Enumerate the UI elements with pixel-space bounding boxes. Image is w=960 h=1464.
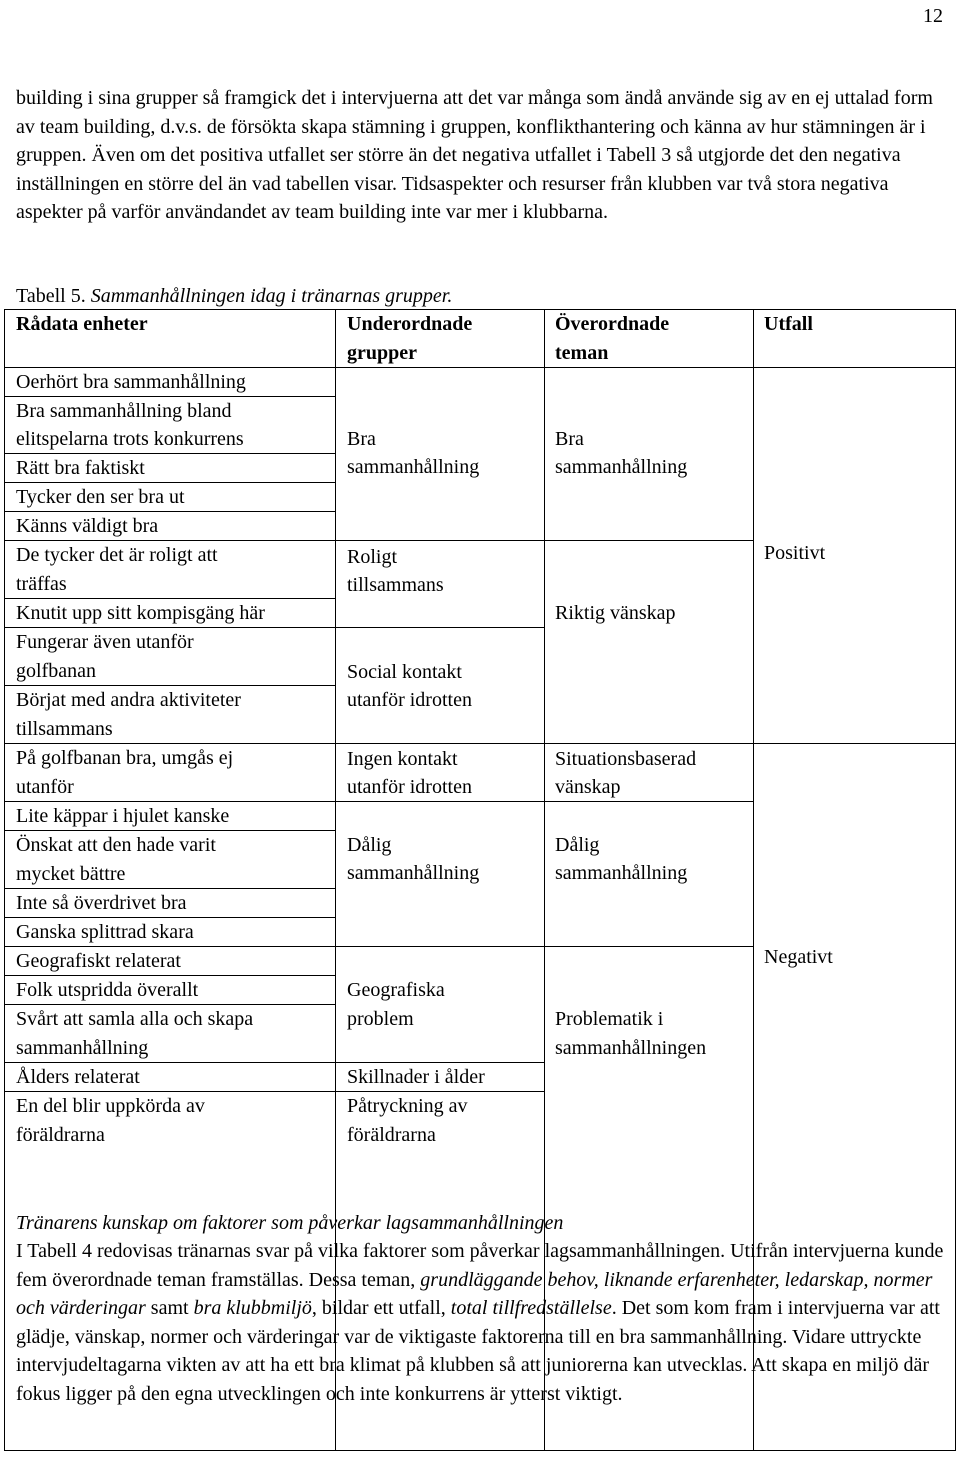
subgroup: utanför idrotten <box>347 689 472 711</box>
subgroup: Dålig <box>347 834 392 856</box>
raw-unit: Geografiskt relaterat <box>16 950 181 972</box>
subgroup: Skillnader i ålder <box>347 1066 485 1088</box>
row-divider <box>335 946 545 947</box>
raw-unit: Svårt att samla alla och skapa <box>16 1008 254 1030</box>
theme: Problematik i <box>555 1008 664 1030</box>
raw-unit: Rätt bra faktiskt <box>16 457 145 479</box>
paragraph-text: samt <box>145 1297 194 1319</box>
header-themes: teman <box>555 342 609 364</box>
section-heading: Tränarens kunskap om faktorer som påverkar lagsammanhållningen <box>16 1212 564 1234</box>
raw-unit: träffas <box>16 573 67 595</box>
paragraph-italic: total tillfredställelse <box>450 1297 612 1319</box>
paragraph-text: I Tabell 4 redovisas tränarnas svar på vilka faktorer som påverkar lagsammanhållningen. Utifrån intervjuerna kunde fem överordnade teman framställas. Dessa teman, <box>16 1240 944 1291</box>
subgroup: Ingen kontakt <box>347 748 458 770</box>
paragraph-team-building: building i sina grupper så framgick det i intervjuerna att det var många som ändå använde sig av en ej uttalad form av team building, d.v.s. de försökta skapa stämning i gruppen, konflikthantering och känna av hur stämningen är i gruppen. Även om det positiva utfallet ser större än det negativa utfallet i Tabell 3 så utgjorde det den negativa inställningen en större del än vad tabellen visar. Tidsaspekter och resurser från klubben var två stora negativa aspekter på varför användandet av team building inte var mer i klubbarna. <box>16 87 933 223</box>
raw-unit: tillsammans <box>16 718 113 740</box>
raw-unit: De tycker det är roligt att <box>16 544 218 566</box>
subgroup: Påtryckning av <box>347 1095 468 1117</box>
row-divider <box>335 540 545 541</box>
header-outcome: Utfall <box>764 313 813 335</box>
theme: Dålig <box>555 834 600 856</box>
page-number: 12 <box>923 5 943 27</box>
header-themes: Överordnade <box>555 313 670 335</box>
theme: sammanhållningen <box>555 1037 707 1059</box>
row-divider <box>544 743 754 744</box>
raw-unit: Bra sammanhållning bland <box>16 400 232 422</box>
paragraph-text: . Det som kom fram i intervjuerna var att glädje, vänskap, normer och värderingar var de viktigaste faktorerna till en bra sammanhållning. Vidare uttryckte intervjudeltagarna vikten av att ha ett bra klimat på klubben så att juniorerna kan utvecklas. Att skapa en miljö där fokus ligger på den egna utvecklingen och inte konkurrens är ytterst viktigt. <box>16 1297 940 1405</box>
raw-unit: Lite käppar i hjulet kanske <box>16 805 230 827</box>
raw-unit: Folk utspridda överallt <box>16 979 199 1001</box>
subgroup: Social kontakt <box>347 661 462 683</box>
table-caption-title: Sammanhållningen idag i tränarnas grupper. <box>90 285 453 307</box>
row-divider <box>544 540 754 541</box>
subgroup: problem <box>347 1008 414 1030</box>
raw-unit: Ganska splittrad skara <box>16 921 194 943</box>
subgroup: tillsammans <box>347 574 444 596</box>
row-divider <box>544 946 754 947</box>
raw-unit: Knutit upp sitt kompisgäng här <box>16 602 265 624</box>
subgroup: sammanhållning <box>347 862 480 884</box>
theme: sammanhållning <box>555 862 688 884</box>
raw-unit: föräldrarna <box>16 1124 105 1146</box>
outcome-negative: Negativt <box>764 946 833 968</box>
raw-unit: elitspelarna trots konkurrens <box>16 428 244 450</box>
subgroup: sammanhållning <box>347 456 480 478</box>
subgroup: Roligt <box>347 546 398 568</box>
paragraph-italic: grundläggande behov, liknande erfarenheter, ledarskap, normer och värderingar <box>16 1268 933 1319</box>
subgroup: föräldrarna <box>347 1124 436 1146</box>
table-border <box>955 309 956 1451</box>
table-border <box>4 309 5 1451</box>
theme: sammanhållning <box>555 456 688 478</box>
paragraph-factors <box>16 1237 944 1408</box>
raw-unit: golfbanan <box>16 660 96 682</box>
theme: Riktig vänskap <box>555 602 676 624</box>
raw-unit: På golfbanan bra, umgås ej <box>16 747 234 769</box>
header-subgroups: Underordnade <box>347 313 473 335</box>
row-divider <box>753 743 956 744</box>
subgroup: Geografiska <box>347 979 445 1001</box>
subgroup: utanför idrotten <box>347 776 472 798</box>
theme: Bra <box>555 428 584 450</box>
table-caption-label: Tabell 5. <box>16 285 86 307</box>
row-divider <box>335 627 545 628</box>
raw-unit: Fungerar även utanför <box>16 631 194 653</box>
raw-unit: Tycker den ser bra ut <box>16 486 185 508</box>
raw-unit: Oerhört bra sammanhållning <box>16 371 246 393</box>
header-subgroups: grupper <box>347 342 417 364</box>
raw-unit: Ålders relaterat <box>16 1066 140 1088</box>
raw-unit: Börjat med andra aktiviteter <box>16 689 241 711</box>
raw-unit: Inte så överdrivet bra <box>16 892 187 914</box>
outcome-positive: Positivt <box>764 542 826 564</box>
raw-unit: sammanhållning <box>16 1037 149 1059</box>
paragraph-italic: bra klubbmiljö <box>193 1297 312 1319</box>
paragraph-text: , bildar ett utfall, <box>311 1297 451 1319</box>
table-border <box>4 1450 956 1451</box>
header-raw-units: Rådata enheter <box>16 313 148 335</box>
raw-unit: mycket bättre <box>16 863 126 885</box>
raw-unit: En del blir uppkörda av <box>16 1095 205 1117</box>
theme: vänskap <box>555 776 621 798</box>
theme: Situationsbaserad <box>555 748 697 770</box>
row-divider <box>335 743 545 744</box>
table-caption <box>16 282 452 311</box>
raw-unit: Önskat att den hade varit <box>16 834 216 856</box>
subgroup: Bra <box>347 428 376 450</box>
raw-unit: utanför <box>16 776 74 798</box>
raw-unit: Känns väldigt bra <box>16 515 159 537</box>
